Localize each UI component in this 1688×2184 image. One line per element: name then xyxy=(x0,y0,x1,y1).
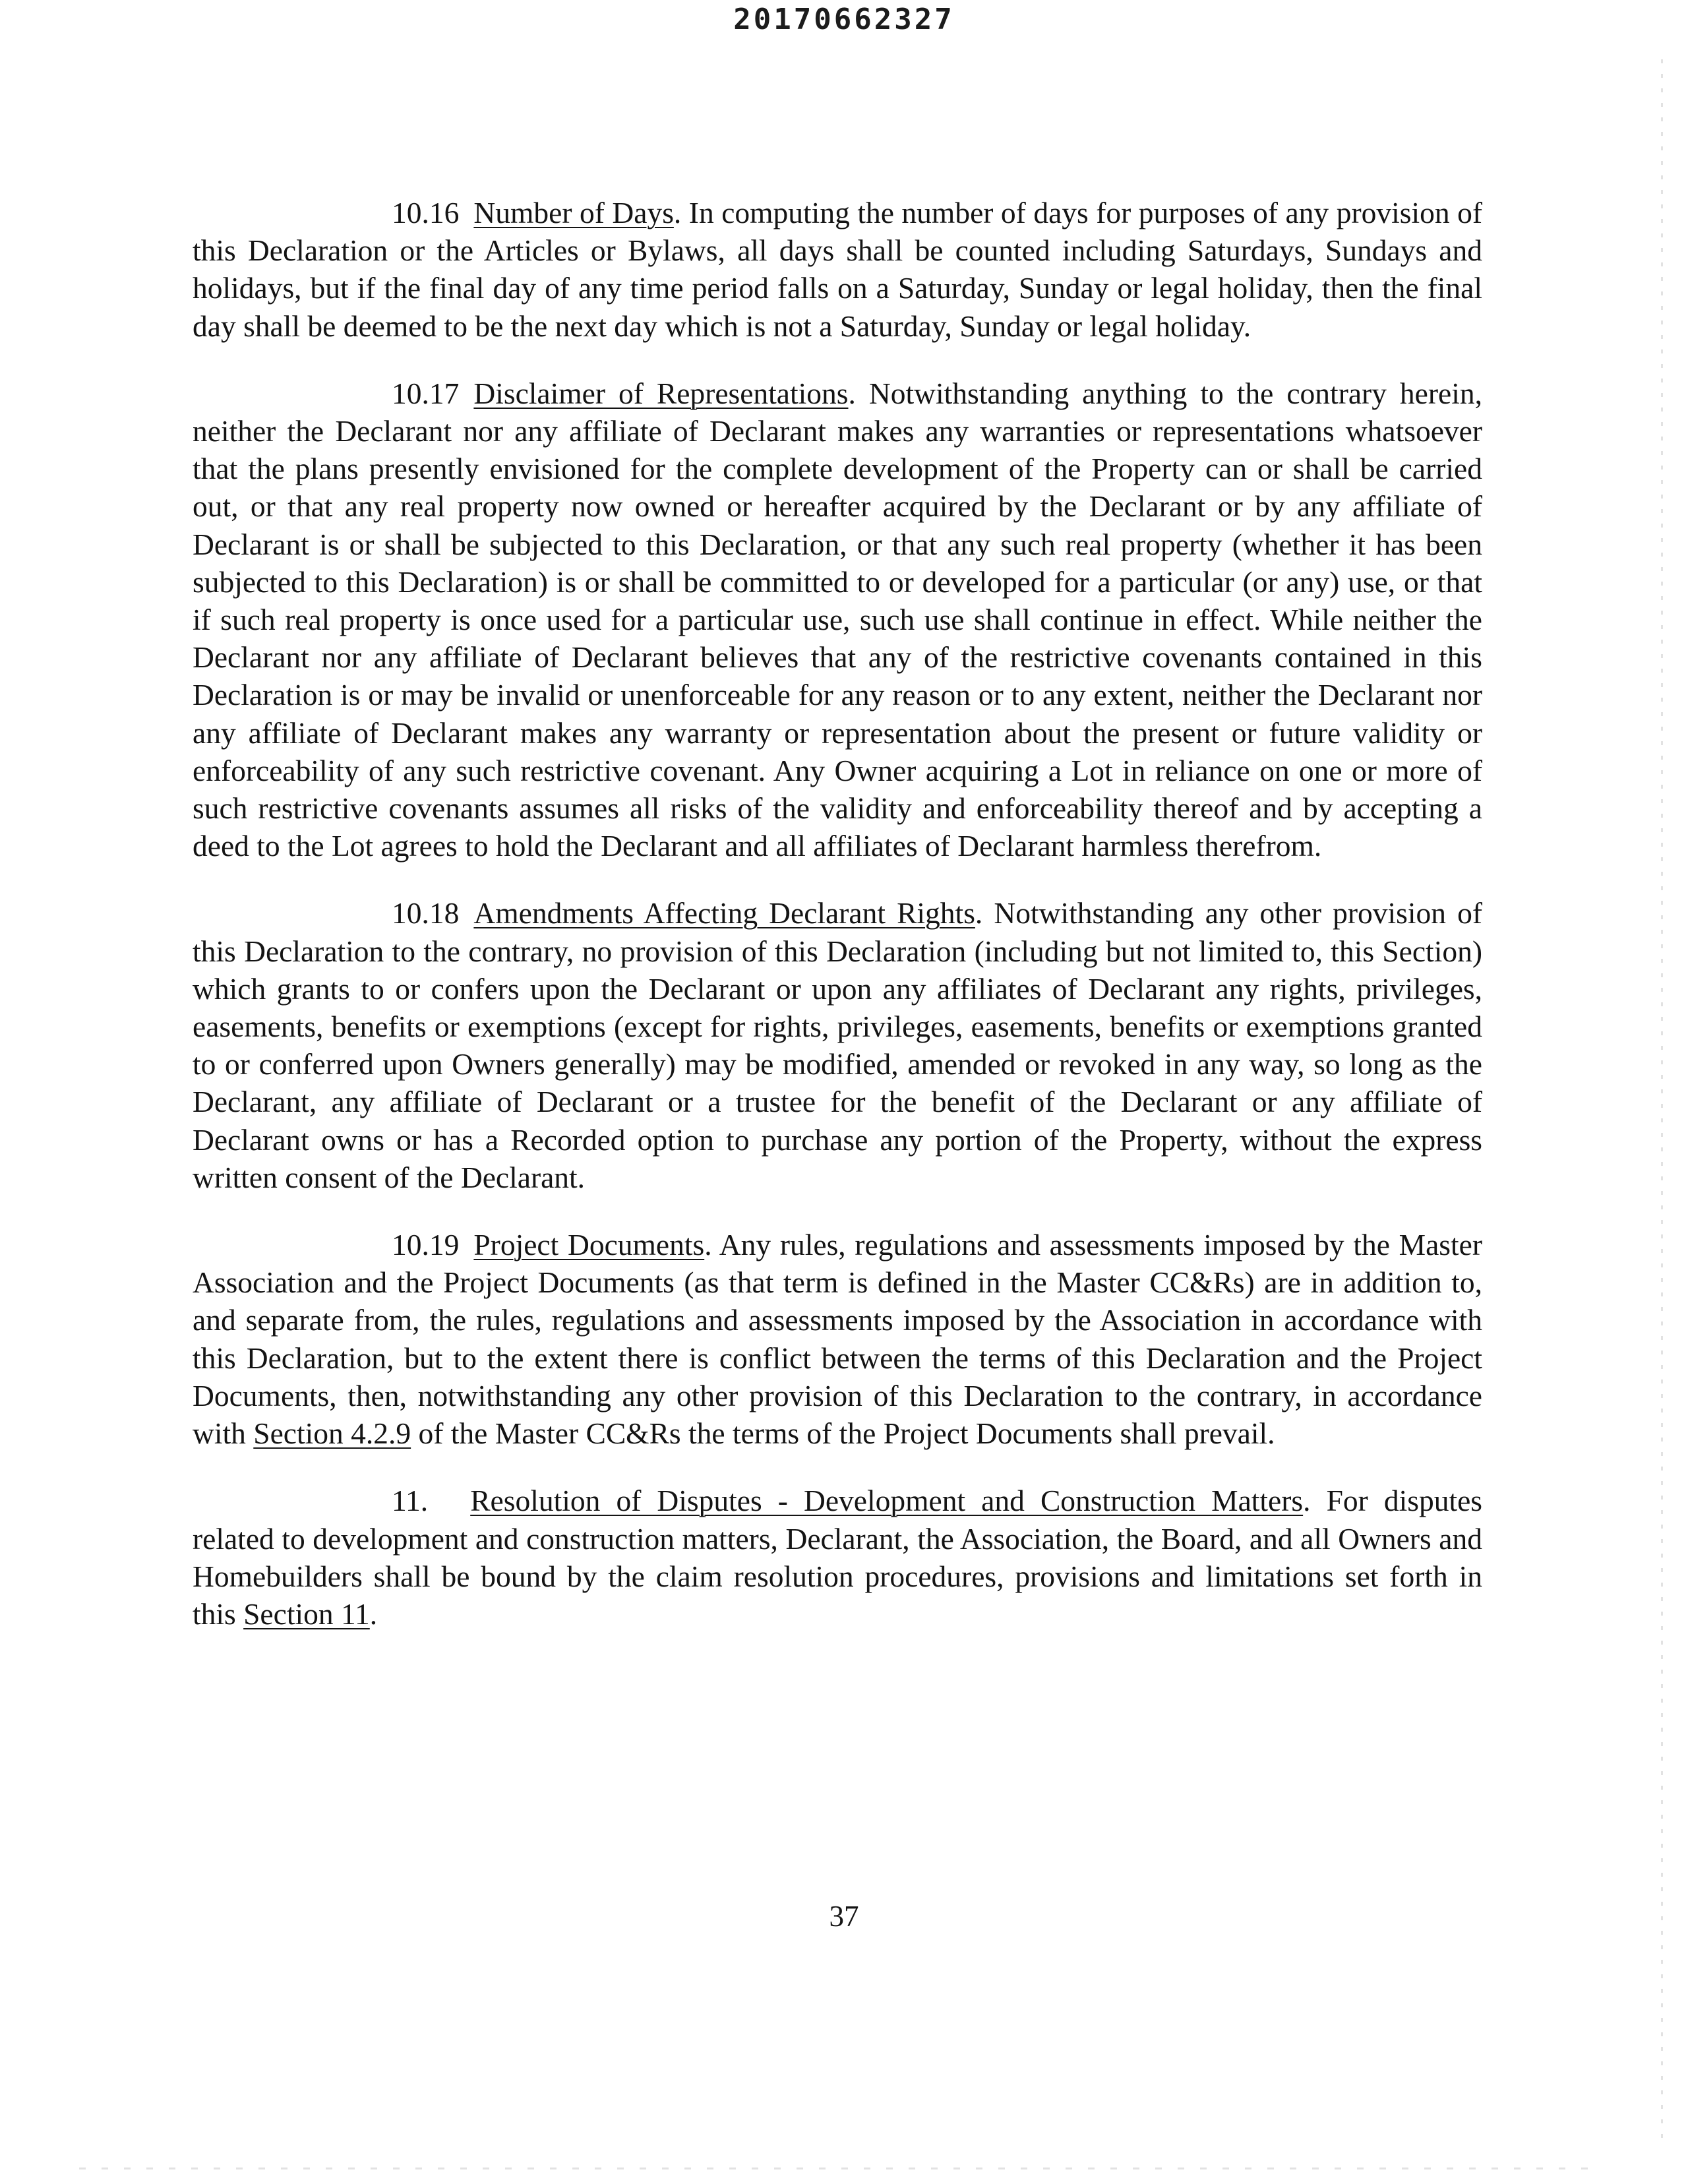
scan-edge-artifact xyxy=(1661,59,1663,2143)
document-body xyxy=(193,194,1482,1662)
document-number: 20170662327 xyxy=(733,3,955,36)
section-10-17 xyxy=(193,375,1482,865)
section-text: of the Master CC&Rs the terms of the Project Documents shall prevail. xyxy=(411,1416,1275,1451)
section-text: . For disputes related to development and construction matters, Declarant, the Association, the Board, and all Owners and Homebuilders shall be bound by the claim resolution procedures, provisions and limitations set forth in this xyxy=(193,1484,1482,1631)
section-number: 10.17 xyxy=(392,376,460,410)
section-title: Amendments Affecting Declarant Rights xyxy=(473,896,975,930)
section-text: . Notwithstanding any other provision of this Declaration to the contrary, no provision of this Declaration (including but not limited to, this Section) which grants to or confers upon the Declarant or upon any affiliates of Declarant any rights, privileges, easements, benefits or exemptions (except for rights, privileges, easements, benefits or exemptions granted to or conferred upon Owners generally) may be modified, amended or revoked in any way, so long as the Declarant, any affiliate of Declarant or a trustee for the benefit of the Declarant or any affiliate of Declarant owns or has a Recorded option to purchase any portion of the Property, without the express written consent of the Declarant. xyxy=(193,896,1482,1194)
section-number: 10.18 xyxy=(392,896,460,930)
section-text: . In computing the number of days for purposes of any provision of this Declaration or the Articles or Bylaws, all days shall be counted including Saturdays, Sundays and holidays, but if the final day of any time period falls on a Saturday, Sunday or legal holiday, then the final day shall be deemed to be the next day which is not a Saturday, Sunday or legal holiday. xyxy=(193,196,1482,343)
section-title: Disclaimer of Representations xyxy=(473,376,849,410)
section-number: 10.16 xyxy=(392,196,460,229)
section-number: 11. xyxy=(392,1484,429,1518)
page-number: 37 xyxy=(829,1900,859,1933)
section-number: 10.19 xyxy=(392,1228,460,1262)
section-title: Resolution of Disputes - Development and Construction Matters xyxy=(470,1484,1304,1518)
section-11 xyxy=(193,1482,1482,1633)
section-reference: Section 4.2.9 xyxy=(253,1416,411,1451)
section-10-18 xyxy=(193,894,1482,1196)
section-title: Project Documents xyxy=(473,1228,705,1262)
section-title: Number of Days xyxy=(473,196,674,229)
section-text: . Notwithstanding anything to the contrary herein, neither the Declarant nor any affiliate of Declarant makes any warranties or representations whatsoever that the plans presently envisioned for the complete development of the Property can or shall be carried out, or that any real property now owned or hereafter acquired by the Declarant or by any affiliate of Declarant is or shall be subjected to this Declaration, or that any such real property (whether it has been subjected to this Declaration) is or shall be committed to or developed for a particular (or any) use, or that if such real property is once used for a particular use, such use shall continue in effect. While neither the Declarant nor any affiliate of Declarant believes that any of the restrictive covenants contained in this Declaration is or may be invalid or unenforceable for any reason or to any extent, neither the Declarant nor any affiliate of Declarant makes any warranty or representation about the present or future validity or enforceability of any such restrictive covenant. Any Owner acquiring a Lot in reliance on one or more of such restrictive covenants assumes all risks of the validity and enforceability thereof and by accepting a deed to the Lot agrees to hold the Declarant and all affiliates of Declarant harmless therefrom. xyxy=(193,376,1482,863)
section-text: . xyxy=(369,1596,378,1631)
section-10-19 xyxy=(193,1226,1482,1452)
section-text: . Any rules, regulations and assessments imposed by the Master Association and the Project Documents (as that term is defined in the Master CC&Rs) are in addition to, and separate from, the rules, regulations and assessments imposed by the Association in accordance with this Declaration, but to the extent there is conflict between the terms of this Declaration and the Project Documents, then, notwithstanding any other provision of this Declaration to the contrary, in accordance with xyxy=(193,1228,1482,1451)
section-10-16 xyxy=(193,194,1482,345)
scan-bottom-artifact xyxy=(79,2168,1596,2169)
section-reference: Section 11 xyxy=(243,1596,370,1631)
